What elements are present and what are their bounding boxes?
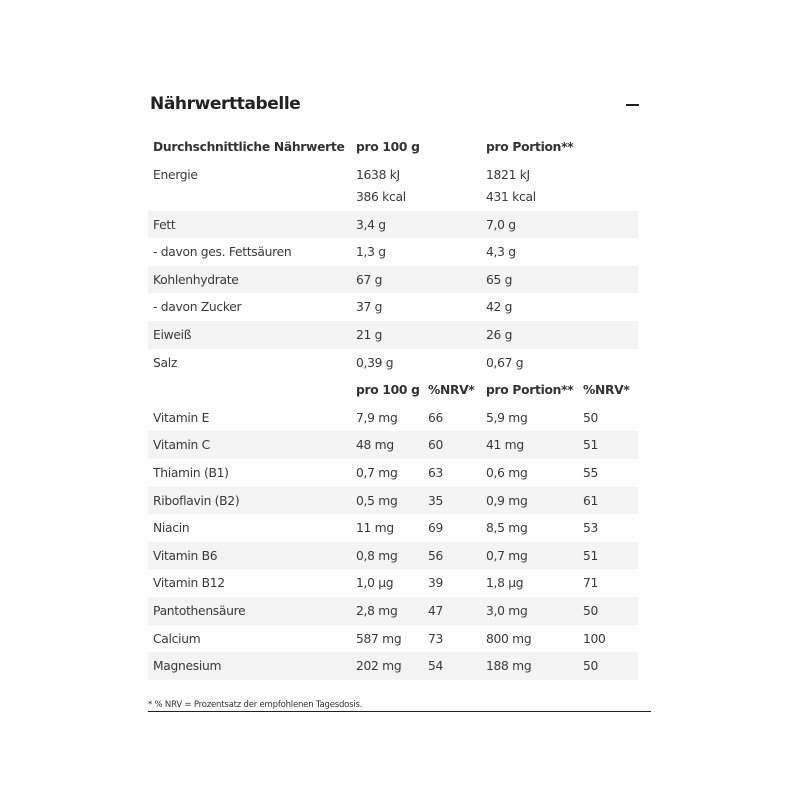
portion-value: 42 g: [486, 300, 513, 315]
per100-value: 2,8 mg: [356, 603, 398, 618]
portion-value: 0,9 mg: [486, 493, 528, 508]
per100-value: 1,3 g: [356, 245, 386, 260]
per100-value: 0,39 g: [356, 355, 394, 370]
energy-portion-kcal: 431 kcal: [486, 189, 536, 204]
per100-value: 48 mg: [356, 438, 394, 453]
portion-value: 5,9 mg: [486, 410, 528, 425]
nrv-portion-value: 50: [583, 659, 599, 674]
header-per-portion: pro Portion**: [486, 140, 574, 154]
portion-value: 7,0 g: [486, 217, 516, 232]
table-row: [148, 487, 638, 515]
header-per-100g: pro 100 g: [356, 383, 420, 398]
table-row: [148, 625, 638, 653]
nrv-portion-value: 51: [583, 548, 599, 563]
table-row: [148, 266, 638, 294]
table-row: [148, 652, 638, 680]
per100-value: 11 mg: [356, 521, 394, 536]
portion-value: 800 mg: [486, 631, 532, 646]
per100-value: 1,0 µg: [356, 576, 394, 591]
table-row: [148, 569, 638, 597]
nrv-portion-value: 50: [583, 410, 599, 425]
header-nutrient: Durchschnittliche Nährwerte: [153, 140, 345, 154]
micro-header-row: [148, 376, 638, 404]
portion-value: 26 g: [486, 327, 513, 342]
portion-value: 0,7 mg: [486, 548, 528, 563]
portion-value: 188 mg: [486, 659, 532, 674]
table-row: [148, 404, 638, 432]
per100-value: 202 mg: [356, 659, 402, 674]
row-label: Thiamin (B1): [153, 465, 229, 480]
portion-value: 8,5 mg: [486, 521, 528, 536]
header-per-100g: pro 100 g: [356, 140, 420, 154]
per100-value: 7,9 mg: [356, 410, 398, 425]
table-row: [148, 431, 638, 459]
header-per-portion: pro Portion**: [486, 383, 574, 398]
nrv-portion-value: 50: [583, 603, 599, 618]
nutrition-table: [148, 133, 638, 680]
table-row: [148, 349, 638, 377]
panel-title: Nährwerttabelle: [150, 94, 301, 114]
macro-header-row: [148, 133, 638, 161]
per100-value: 3,4 g: [356, 217, 386, 232]
nrv100-value: 56: [428, 548, 444, 563]
nrv-portion-value: 100: [583, 631, 606, 646]
table-row: [148, 459, 638, 487]
row-label: Energie: [153, 167, 198, 182]
nrv-portion-value: 53: [583, 521, 599, 536]
nrv-portion-value: 55: [583, 465, 599, 480]
portion-value: 65 g: [486, 272, 513, 287]
per100-value: 37 g: [356, 300, 383, 315]
portion-value: 4,3 g: [486, 245, 516, 260]
energy-per100-kj: 1638 kJ: [356, 167, 400, 182]
nrv100-value: 66: [428, 410, 444, 425]
nrv-portion-value: 51: [583, 438, 599, 453]
row-label: Niacin: [153, 521, 190, 536]
row-label: Calcium: [153, 631, 201, 646]
row-label: Eiweiß: [153, 327, 192, 342]
nrv100-value: 60: [428, 438, 444, 453]
nrv100-value: 63: [428, 465, 444, 480]
nrv-footnote: * % NRV = Prozentsatz der empfohlenen Tagesdosis.: [148, 700, 363, 710]
table-row: [148, 542, 638, 570]
row-label: - davon Zucker: [153, 300, 242, 315]
nrv100-value: 73: [428, 631, 444, 646]
table-row: [148, 597, 638, 625]
portion-value: 3,0 mg: [486, 603, 528, 618]
portion-value: 0,67 g: [486, 355, 524, 370]
nrv100-value: 69: [428, 521, 444, 536]
header-nrv-100g: %NRV*: [428, 383, 475, 398]
row-label: Salz: [153, 355, 178, 370]
portion-value: 41 mg: [486, 438, 524, 453]
per100-value: 67 g: [356, 272, 383, 287]
nrv-portion-value: 71: [583, 576, 599, 591]
nrv100-value: 35: [428, 493, 444, 508]
row-label: Magnesium: [153, 659, 222, 674]
bottom-divider: [148, 711, 651, 712]
portion-value: 1,8 µg: [486, 576, 524, 591]
energy-portion-kj: 1821 kJ: [486, 167, 530, 182]
nrv100-value: 54: [428, 659, 444, 674]
portion-value: 0,6 mg: [486, 465, 528, 480]
nrv100-value: 47: [428, 603, 444, 618]
row-label: Riboflavin (B2): [153, 493, 240, 508]
row-label: Fett: [153, 217, 176, 232]
row-label: Kohlenhydrate: [153, 272, 239, 287]
row-label: Vitamin B6: [153, 548, 218, 563]
per100-value: 0,5 mg: [356, 493, 398, 508]
minus-icon[interactable]: [626, 104, 639, 106]
row-label: Vitamin C: [153, 438, 210, 453]
per100-value: 21 g: [356, 327, 383, 342]
table-row: [148, 211, 638, 239]
nrv100-value: 39: [428, 576, 444, 591]
row-label: Pantothensäure: [153, 603, 246, 618]
table-row: [148, 238, 638, 266]
table-row: [148, 514, 638, 542]
row-label: - davon ges. Fettsäuren: [153, 245, 292, 260]
row-label: Vitamin B12: [153, 576, 225, 591]
table-row-energy: [148, 161, 638, 211]
table-row: [148, 293, 638, 321]
row-label: Vitamin E: [153, 410, 210, 425]
nrv-portion-value: 61: [583, 493, 599, 508]
per100-value: 587 mg: [356, 631, 402, 646]
per100-value: 0,7 mg: [356, 465, 398, 480]
table-row: [148, 321, 638, 349]
header-nrv-portion: %NRV*: [583, 383, 630, 398]
energy-per100-kcal: 386 kcal: [356, 189, 406, 204]
per100-value: 0,8 mg: [356, 548, 398, 563]
